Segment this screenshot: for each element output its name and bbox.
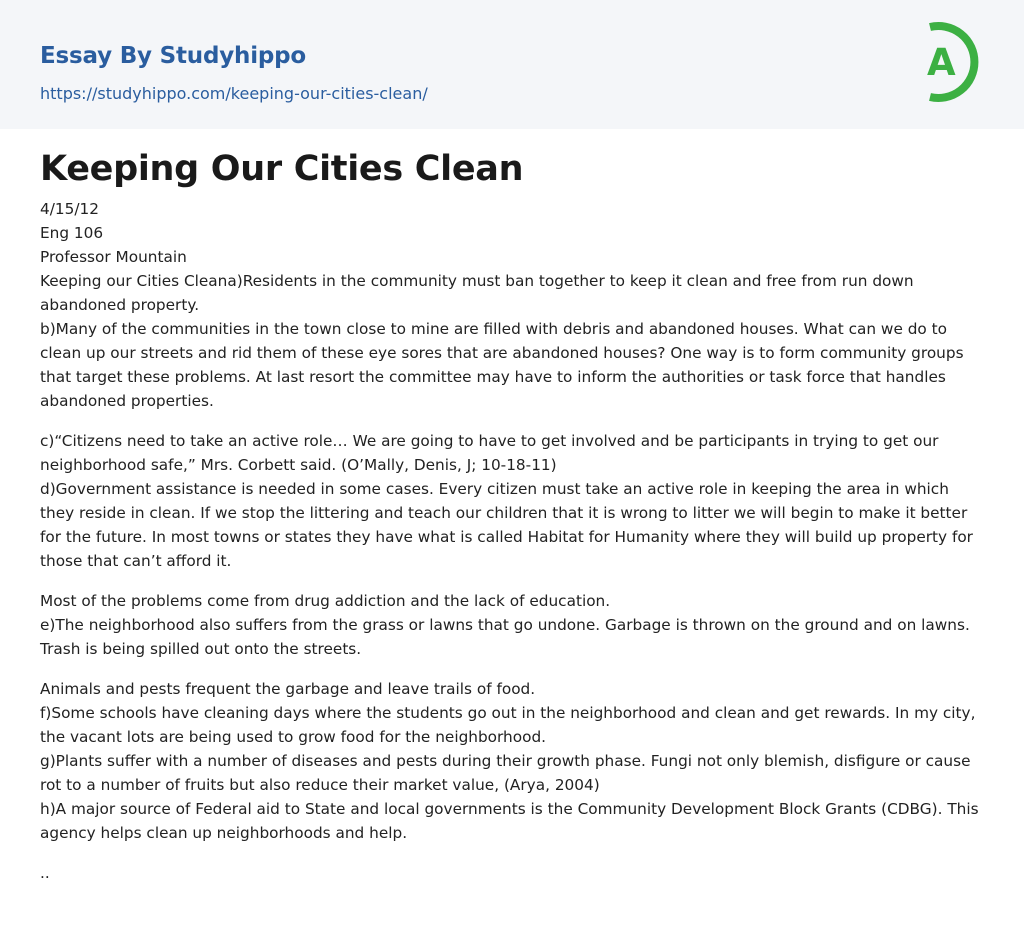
- essay-paragraph: g)Plants suffer with a number of diseases and pests during their growth phase. Fungi not only blemish, disfigure or cause rot to a number of fruits but also reduce their market value, (Arya, 2004): [40, 752, 971, 794]
- essay-paragraph: e)The neighborhood also suffers from the grass or lawns that go undone. Garbage is thrown on the ground and on lawns. Trash is being spilled out onto the streets.: [40, 616, 970, 658]
- essay-paragraph: Keeping our Cities Cleana)Residents in the community must ban together to keep it clean and free from run down abandoned property.: [40, 272, 914, 314]
- essay-paragraph: Animals and pests frequent the garbage and leave trails of food.: [40, 680, 536, 698]
- essay-content: [0, 129, 1024, 885]
- essay-course: Eng 106: [40, 224, 104, 242]
- essay-paragraph: b)Many of the communities in the town close to mine are filled with debris and abandoned houses. What can we do to clean up our streets and rid them of these eye sores that are abandoned houses? One way is to form community groups that target these problems. At last resort the committee may have to inform the authorities or task force that handles abandoned properties.: [40, 320, 964, 410]
- essay-paragraph: d)Government assistance is needed in some cases. Every citizen must take an active role in keeping the area in which they reside in clean. If we stop the littering and teach our children that it is wrong to litter we will begin to make it better for the future. In most towns or states they have what is called Habitat for Humanity where they will build up property for those that can’t afford it.: [40, 480, 973, 570]
- source-url-link[interactable]: https://studyhippo.com/keeping-our-cities-clean/: [40, 84, 428, 103]
- essay-professor: Professor Mountain: [40, 248, 187, 266]
- brand-title: Essay By Studyhippo: [40, 43, 307, 69]
- essay-paragraph: h)A major source of Federal aid to State and local governments is the Community Development Block Grants (CDBG). This agency helps clean up neighborhoods and help.: [40, 800, 979, 842]
- page-title: Keeping Our Cities Clean: [40, 149, 524, 189]
- essay-ellipsis: ..: [40, 864, 50, 882]
- essay-date: 4/15/12: [40, 200, 99, 218]
- logo-letter: A: [927, 41, 956, 84]
- studyhippo-logo-icon: [900, 20, 984, 104]
- essay-paragraph: c)“Citizens need to take an active role… We are going to have to get involved and be participants in trying to get our neighborhood safe,” Mrs. Corbett said. (O’Mally, Denis, J; 10-18-11): [40, 432, 939, 474]
- essay-paragraph: f)Some schools have cleaning days where the students go out in the neighborhood and clean and get rewards. In my city, the vacant lots are being used to grow food for the neighborhood.: [40, 704, 976, 746]
- essay-paragraph: Most of the problems come from drug addiction and the lack of education.: [40, 592, 611, 610]
- site-header: [0, 0, 1024, 129]
